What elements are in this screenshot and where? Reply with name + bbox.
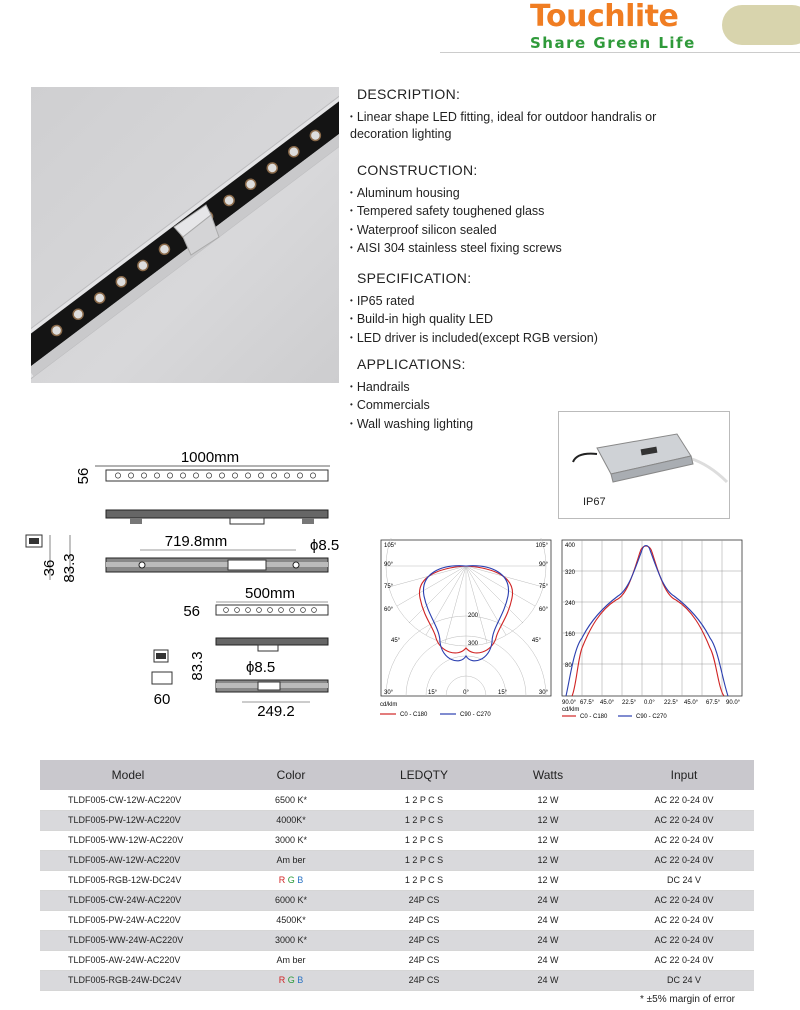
dim-56-top: 56 [75, 467, 92, 485]
header-color: Color [216, 760, 366, 790]
rgb-r: R [278, 875, 286, 885]
table-row [40, 910, 754, 930]
header-model: Model [40, 760, 216, 790]
polar-label-right: 30° [538, 690, 548, 696]
description-item: • Linear shape LED fitting, ideal for outdoor handralis or decoration lighting [350, 108, 710, 144]
polar-label-right: 45° [531, 638, 541, 644]
cell-watts: 24 W [482, 950, 614, 970]
cell-model: TLDF005-WW-24W-AC220V [40, 930, 216, 950]
technical-drawings [20, 440, 360, 730]
cell-qty: 24P CS [366, 910, 482, 930]
specification-heading: SPECIFICATION: [357, 270, 472, 286]
cell-model: TLDF005-AW-24W-AC220V [40, 950, 216, 970]
polar-label-top-right: 105° [535, 543, 548, 549]
cell-color: 3000 K* [216, 830, 366, 850]
linear-legend-c90: C90 - C270 [636, 714, 667, 720]
driver-label: IP67 [583, 496, 606, 508]
cell-model: TLDF005-CW-24W-AC220V [40, 890, 216, 910]
polar-legend-c90: C90 - C270 [460, 712, 491, 718]
dim-83-3-small: 83.3 [189, 651, 206, 681]
specification-section [350, 270, 770, 347]
dim-60: 60 [153, 691, 171, 708]
header-input: Input [614, 760, 754, 790]
rgb-g: G [287, 975, 295, 985]
table-row [40, 970, 754, 990]
polar-ring-label: 200 [468, 613, 479, 619]
polar-label-left: 30° [384, 690, 394, 696]
polar-ring-label: 300 [468, 641, 479, 647]
linear-x-tick: 45.0° [600, 700, 615, 706]
linear-y-tick: 400 [565, 543, 576, 549]
cell-watts: 12 W [482, 850, 614, 870]
dim-83-3-top: 83.3 [61, 553, 78, 583]
cell-model: TLDF005-CW-12W-AC220V [40, 790, 216, 810]
specification-item: • Build-in high quality LED [350, 310, 770, 328]
rgb-g: G [287, 875, 295, 885]
cell-input: AC 22 0-24 0V [614, 790, 754, 810]
cell-qty: 24P CS [366, 930, 482, 950]
rgb-b: B [297, 875, 304, 885]
linear-x-tick: 67.5° [706, 700, 721, 706]
cell-input: AC 22 0-24 0V [614, 850, 754, 870]
construction-section [350, 162, 770, 257]
table-row [40, 890, 754, 910]
cell-model: TLDF005-RGB-12W-DC24V [40, 870, 216, 890]
polar-unit: cd/klm [380, 702, 398, 708]
table-row [40, 930, 754, 950]
cell-color [216, 870, 366, 890]
cell-color: Am ber [216, 950, 366, 970]
table-row [40, 850, 754, 870]
cell-qty: 1 2 P C S [366, 790, 482, 810]
table-row [40, 870, 754, 890]
cell-input: AC 22 0-24 0V [614, 930, 754, 950]
table-header-row [40, 760, 754, 790]
cell-qty: 1 2 P C S [366, 850, 482, 870]
construction-item: • Aluminum housing [350, 184, 770, 202]
cell-input: DC 24 V [614, 870, 754, 890]
polar-label-left: 45° [391, 638, 401, 644]
linear-x-tick: 90.0° [562, 700, 577, 706]
cell-watts: 24 W [482, 970, 614, 990]
specification-item: • IP65 rated [350, 292, 770, 310]
applications-item: • Commercials [350, 396, 770, 414]
cell-input: AC 22 0-24 0V [614, 950, 754, 970]
polar-label-top-left: 105° [384, 543, 397, 549]
construction-item: • Waterproof silicon sealed [350, 221, 770, 239]
table-row [40, 810, 754, 830]
logo-pill-decoration [722, 5, 800, 45]
logo-brand: Touchlite [530, 0, 679, 34]
dim-500mm: 500mm [244, 585, 296, 602]
dim-phi-8-5-top: ϕ8.5 [310, 537, 340, 554]
polar-label-bottom: 15° [428, 690, 438, 696]
cell-input: AC 22 0-24 0V [614, 890, 754, 910]
linear-x-tick: 22.5° [622, 700, 637, 706]
applications-heading: APPLICATIONS: [357, 356, 466, 372]
cell-color: Am ber [216, 850, 366, 870]
cell-watts: 12 W [482, 790, 614, 810]
construction-item: • Tempered safety toughened glass [350, 202, 770, 220]
cell-qty: 24P CS [366, 890, 482, 910]
cell-model: TLDF005-AW-12W-AC220V [40, 850, 216, 870]
company-logo [530, 2, 720, 50]
cell-color: 4500K* [216, 910, 366, 930]
cell-color: 6000 K* [216, 890, 366, 910]
linear-x-tick: 67.5° [580, 700, 595, 706]
cell-input: DC 24 V [614, 970, 754, 990]
cell-color: 3000 K* [216, 930, 366, 950]
logo-slogan: Share Green Life [530, 34, 696, 52]
dim-56-small: 56 [183, 603, 200, 620]
polar-label-right: 75° [538, 584, 548, 590]
cell-input: AC 22 0-24 0V [614, 830, 754, 850]
construction-item: • AISI 304 stainless steel fixing screws [350, 239, 770, 257]
cell-color: 6500 K* [216, 790, 366, 810]
polar-label-left: 90° [384, 562, 394, 568]
cell-watts: 24 W [482, 890, 614, 910]
dim-249-2: 249.2 [257, 703, 295, 720]
table-row [40, 950, 754, 970]
cell-watts: 12 W [482, 810, 614, 830]
description-section [350, 86, 770, 144]
construction-heading: CONSTRUCTION: [357, 162, 478, 178]
polar-label-left: 60° [384, 607, 394, 613]
header-ledqty: LEDQTY [366, 760, 482, 790]
cell-model: TLDF005-PW-24W-AC220V [40, 910, 216, 930]
cell-qty: 24P CS [366, 950, 482, 970]
cell-qty: 1 2 P C S [366, 870, 482, 890]
linear-y-tick: 160 [565, 632, 576, 638]
applications-item: • Wall washing lighting [350, 415, 770, 433]
model-table [40, 760, 754, 991]
specification-item: • LED driver is included(except RGB version) [350, 329, 770, 347]
linear-x-tick: 0.0° [644, 700, 655, 706]
polar-label-bottom: 0° [463, 690, 469, 696]
dim-719-8mm: 719.8mm [164, 533, 228, 550]
cell-color: 4000K* [216, 810, 366, 830]
header-divider [440, 52, 800, 53]
linear-light-distribution [556, 538, 746, 744]
cell-watts: 24 W [482, 930, 614, 950]
dim-phi-8-5-small: ϕ8.5 [246, 659, 276, 676]
cell-qty: 24P CS [366, 970, 482, 990]
product-photo [31, 87, 339, 383]
cell-watts: 24 W [482, 910, 614, 930]
cell-input: AC 22 0-24 0V [614, 910, 754, 930]
cell-input: AC 22 0-24 0V [614, 810, 754, 830]
polar-label-right: 90° [538, 562, 548, 568]
polar-legend-c0: C0 - C180 [400, 712, 428, 718]
cell-color [216, 970, 366, 990]
rgb-b: B [297, 975, 304, 985]
rgb-r: R [278, 975, 286, 985]
cell-model: TLDF005-WW-12W-AC220V [40, 830, 216, 850]
cell-qty: 1 2 P C S [366, 810, 482, 830]
cell-model: TLDF005-PW-12W-AC220V [40, 810, 216, 830]
table-row [40, 790, 754, 810]
polar-light-distribution [376, 538, 554, 744]
cell-qty: 1 2 P C S [366, 830, 482, 850]
linear-x-tick: 22.5° [664, 700, 679, 706]
linear-x-tick: 90.0° [726, 700, 741, 706]
linear-y-tick: 240 [565, 601, 576, 607]
cell-watts: 12 W [482, 870, 614, 890]
header-watts: Watts [482, 760, 614, 790]
table-row [40, 830, 754, 850]
linear-y-tick: 320 [565, 570, 576, 576]
linear-legend-c0: C0 - C180 [580, 714, 608, 720]
error-margin-note: * ±5% margin of error [640, 994, 735, 1005]
cell-model: TLDF005-RGB-24W-DC24V [40, 970, 216, 990]
polar-label-bottom: 15° [498, 690, 508, 696]
driver-photo [558, 411, 730, 519]
polar-label-right: 60° [538, 607, 548, 613]
cell-watts: 12 W [482, 830, 614, 850]
dim-1000mm: 1000mm [180, 449, 240, 466]
polar-label-left: 75° [384, 584, 394, 590]
description-heading: DESCRIPTION: [357, 86, 461, 102]
linear-y-tick: 80 [565, 663, 572, 669]
linear-unit: cd/klm [562, 707, 580, 713]
dim-36: 36 [41, 559, 58, 577]
applications-item: • Handrails [350, 378, 770, 396]
linear-x-tick: 45.0° [684, 700, 699, 706]
